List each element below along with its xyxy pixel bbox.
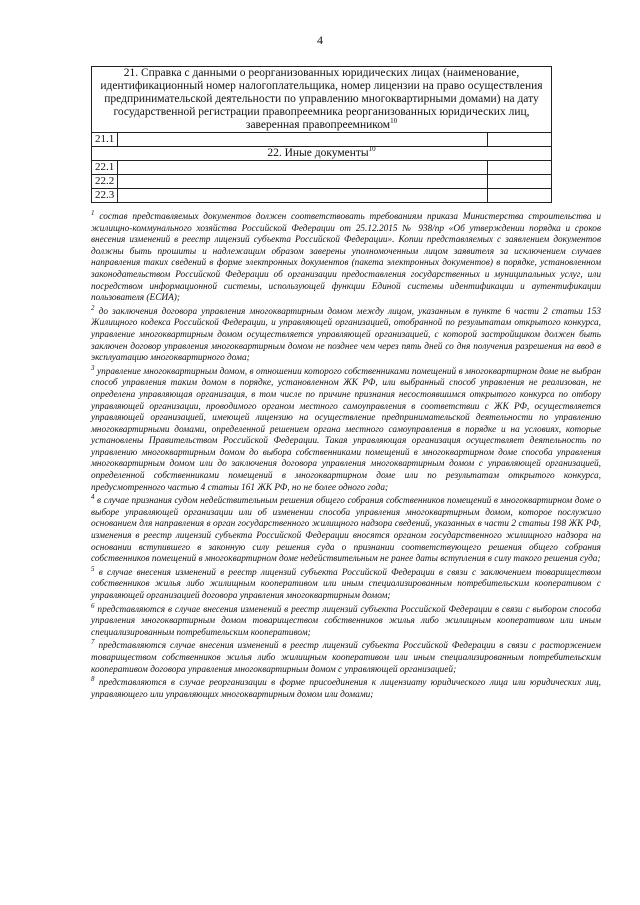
section-22-header-row	[92, 147, 552, 161]
footnote-mark: 3	[91, 363, 95, 372]
footnote-text: состав представляемых документов должен соответствовать требованиям приказа Министерства строительства и жилищно-коммунального хозяйства Российской Федерации от 25.12.2015 № 938/пр «Об утверждении порядка и сроков внесения изменений в реестр лицензий субъекта Российской Федерации». Копии представляемых с заявлением документов должны быть прошиты и надлежащим образом заверены уполномоченным лицом заявителя за исключением случаев направления таких сведений в форме электронных документов (пакета электронных документов) в порядке, установленном законодательством Российской Федерации об организации предоставления государственных и муниципальных услуг, или посредством информационной системы, использующей функции Единой системы идентификации и аутентификации пользователя (ЕСИА);	[91, 212, 601, 304]
section-21-title-text: 21. Справка с данными о реорганизованных юридических лицах (наименование, идентификационный номер налогоплательщика, номер лицензии на право осуществления предпринимательской деятельности по управлению многоквартирными домами) на дату государственной регистрации правопреемника реорганизованных юридических лиц, заверенная правопреемником	[100, 67, 543, 131]
section-21-footnote-mark: 10	[390, 117, 398, 126]
row-number: 21.1	[92, 133, 118, 147]
footnote-5	[91, 564, 601, 603]
footnote-text: представляются случае внесения изменений в реестр лицензий субъекта Российской Федерации в связи с расторжением товариществом собственников жилья либо жилищным кооперативом или иным специализированным потребительским кооперативом договора управления многоквартирным домом с управляющей организацией;	[91, 641, 601, 675]
footnote-text: управление многоквартирным домом, в отношении которого собственниками помещений в многоквартирном доме не выбран способ управления таким домом в порядке, установленном ЖК РФ, или выбранный способ управления не реализован, не определена управляющая организация, в том числе по причине признания несостоявшимся открытого конкурса по отбору управляющей организации, проводимого органом местного самоуправления в соответствии с ЖК РФ, осуществляется управляющей организацией, имеющей лицензию на осуществление предпринимательской деятельности по управлению многоквартирными домами, определенной решением органа местного самоуправления в порядке и на условиях, которые установлены Правительством Российской Федерации. Такая управляющая организация осуществляет деятельность по управлению многоквартирным домом до выбора собственниками помещений в многоквартирном доме способа управления многоквартирным домом или до заключения договора управления многоквартирным домом с управляющей организацией, определенной собственниками помещений в многоквартирном доме или по результатам открытого конкурса, предусмотренного частью 4 статьи 161 ЖК РФ, но не более одного года;	[91, 366, 601, 493]
footnote-text: в случае внесения изменений в реестр лицензий субъекта Российской Федерации в связи с заключением товариществом собственников жилья либо жилищным кооперативом или иным специализированным потребительским кооперативом с управляющей организацией договора управления многоквартирным домом;	[91, 567, 601, 601]
table-cell[interactable]	[488, 133, 552, 147]
footnote-6	[91, 601, 601, 640]
footnote-text: представляются в случае внесения изменений в реестр лицензий субъекта Российской Федерации в связи с выбором способа управления многоквартирным домом товариществом собственников жилья либо жилищным кооперативом или иным специализированным потребительским кооперативом;	[91, 604, 601, 638]
footnote-2	[91, 303, 601, 365]
table-row	[92, 133, 552, 147]
footnote-4	[91, 493, 601, 566]
table-cell[interactable]	[488, 189, 552, 203]
footnote-text: представляются в случае реорганизации в форме присоединения к лицензиату юридического лица или юридических лиц, управляющего или управляющих многоквартирным домом или домами;	[91, 678, 602, 700]
table-cell[interactable]	[488, 161, 552, 175]
documents-table	[91, 66, 552, 203]
footnote-text: до заключения договора управления многоквартирным домом между лицом, указанным в пункте 6 части 2 статьи 153 Жилищного кодекса Российской Федерации, и управляющей организацией, отобранной по результатам открытого конкурса, управление многоквартирным домом осуществляется управляющей организацией, с которой застройщиком должен быть заключен договор управления многоквартирным домом не позднее чем через пять дней со дня получения разрешения на ввод в эксплуатацию многоквартирного дома;	[91, 306, 601, 364]
footnote-mark: 1	[91, 208, 95, 217]
section-22-footnote-mark: 10	[368, 145, 376, 154]
page-number: 4	[317, 33, 323, 47]
footnote-8	[91, 675, 602, 701]
footnote-text: в случае признания судом недействительным решения общего собрания собственников помещений в многоквартирном доме о выборе управляющей организации или об изменении способа управления многоквартирным домом, которое послужило основанием для направления в орган государственного жилищного надзора сведений, указанных в части 2 статьи 198 ЖК РФ, изменения в реестр лицензий субъекта Российской Федерации вносятся органом государственного жилищного надзора на основании вступившего в законную силу решения суда о признании соответствующего решения общего собрания собственников помещений в многоквартирном доме недействительным не ранее даты вступления в силу такого решения суда;	[91, 496, 601, 565]
table-cell[interactable]	[118, 161, 488, 175]
table-row	[92, 189, 552, 203]
footnote-mark: 4	[91, 493, 95, 502]
footnote-mark: 6	[91, 601, 95, 610]
footnote-7	[91, 638, 601, 676]
section-22-title	[92, 147, 552, 161]
table-cell[interactable]	[118, 175, 488, 189]
table-row	[92, 175, 552, 189]
footnotes	[91, 208, 602, 703]
footnote-mark: 5	[91, 564, 95, 573]
section-22-title-text: 22. Иные документы	[267, 147, 369, 159]
footnote-1	[91, 208, 601, 305]
footnote-3	[91, 363, 601, 495]
table-cell[interactable]	[118, 189, 488, 203]
section-21-header-row	[92, 67, 552, 133]
table-cell[interactable]	[118, 133, 488, 147]
row-number: 22.2	[92, 175, 118, 189]
row-number: 22.3	[92, 189, 118, 203]
section-21-title	[92, 67, 552, 133]
footnote-mark: 2	[91, 303, 95, 312]
table-row	[92, 161, 552, 175]
footnote-mark: 8	[91, 675, 95, 684]
row-number: 22.1	[92, 161, 118, 175]
table-cell[interactable]	[488, 175, 552, 189]
footnote-mark: 7	[91, 638, 95, 647]
